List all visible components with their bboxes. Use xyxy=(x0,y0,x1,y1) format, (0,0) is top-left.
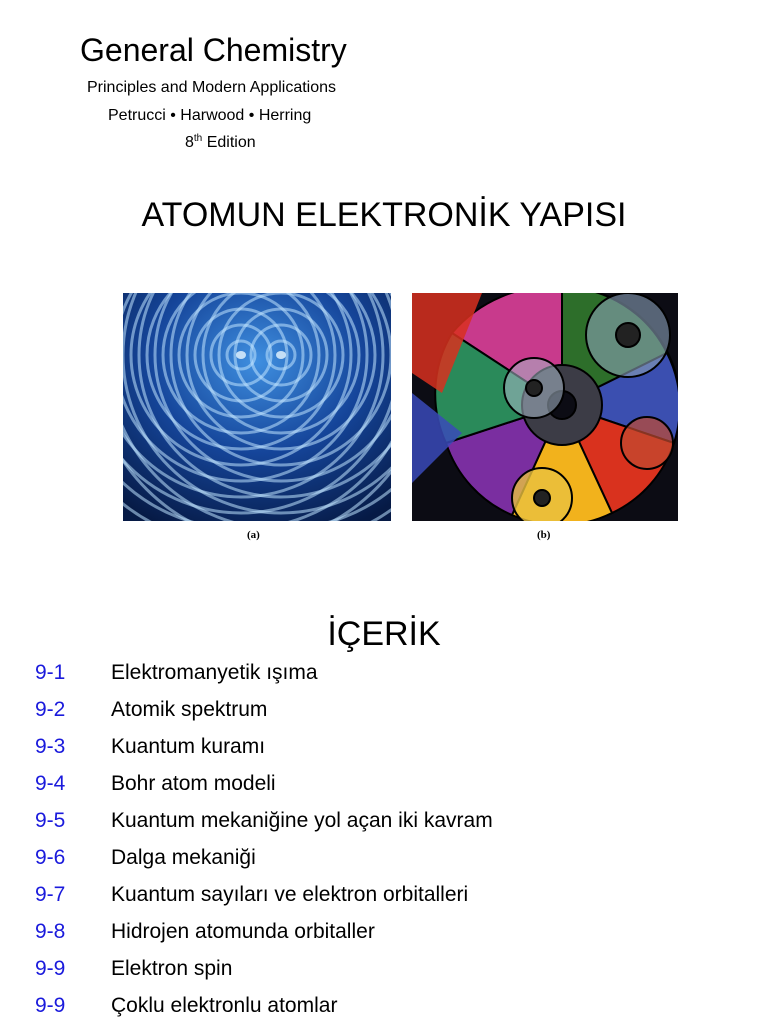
toc-item-number: 9-1 xyxy=(35,661,66,684)
toc-item-number: 9-2 xyxy=(35,698,66,721)
toc-item-title: Elektron spin xyxy=(111,957,233,980)
toc-item-title: Kuantum kuramı xyxy=(111,735,266,758)
toc-item xyxy=(0,952,768,989)
wave-interference-image xyxy=(123,293,391,521)
edition-suffix: th xyxy=(193,133,203,144)
toc-item xyxy=(0,915,768,952)
toc-item xyxy=(0,989,768,1026)
book-title: General Chemistry xyxy=(80,32,347,68)
toc-item xyxy=(0,693,768,730)
toc-item-number: 9-9 xyxy=(35,994,66,1017)
toc-item-title: Dalga mekaniği xyxy=(111,846,256,869)
toc-item xyxy=(0,767,768,804)
figure-a-caption: (a) xyxy=(247,529,260,541)
toc-item-title: Çoklu elektronlu atomlar xyxy=(111,994,338,1017)
toc-item xyxy=(0,730,768,767)
toc-item xyxy=(0,841,768,878)
toc-item-number: 9-3 xyxy=(35,735,66,758)
toc-item xyxy=(0,878,768,915)
book-edition xyxy=(185,133,256,153)
edition-word: Edition xyxy=(206,134,256,151)
book-authors: Petrucci • Harwood • Herring xyxy=(108,107,312,124)
toc-item-title: Atomik spektrum xyxy=(111,698,268,721)
compact-disc-graphic xyxy=(412,293,678,521)
book-subtitle: Principles and Modern Applications xyxy=(87,79,337,96)
toc-item xyxy=(0,804,768,841)
toc-item-title: Bohr atom modeli xyxy=(111,772,276,795)
toc-item-number: 9-9 xyxy=(35,957,66,980)
toc-item-number: 9-6 xyxy=(35,846,66,869)
toc-item xyxy=(0,656,768,693)
wave-interference-graphic xyxy=(123,293,391,521)
contents-heading: İÇERİK xyxy=(327,615,441,653)
toc-item-title: Kuantum sayıları ve elektron orbitalleri xyxy=(111,883,469,906)
toc-item-title: Elektromanyetik ışıma xyxy=(111,661,318,684)
chapter-title: ATOMUN ELEKTRONİK YAPISI xyxy=(141,196,627,234)
toc-item-number: 9-7 xyxy=(35,883,66,906)
toc-item-number: 9-8 xyxy=(35,920,66,943)
toc-item-number: 9-5 xyxy=(35,809,66,832)
figure-b-caption: (b) xyxy=(537,529,551,541)
edition-number: 8 xyxy=(185,134,194,151)
compact-disc-diffraction-image xyxy=(412,293,678,521)
toc-item-number: 9-4 xyxy=(35,772,66,795)
toc-item-title: Kuantum mekaniğine yol açan iki kavram xyxy=(111,809,493,832)
toc-item-title: Hidrojen atomunda orbitaller xyxy=(111,920,375,943)
